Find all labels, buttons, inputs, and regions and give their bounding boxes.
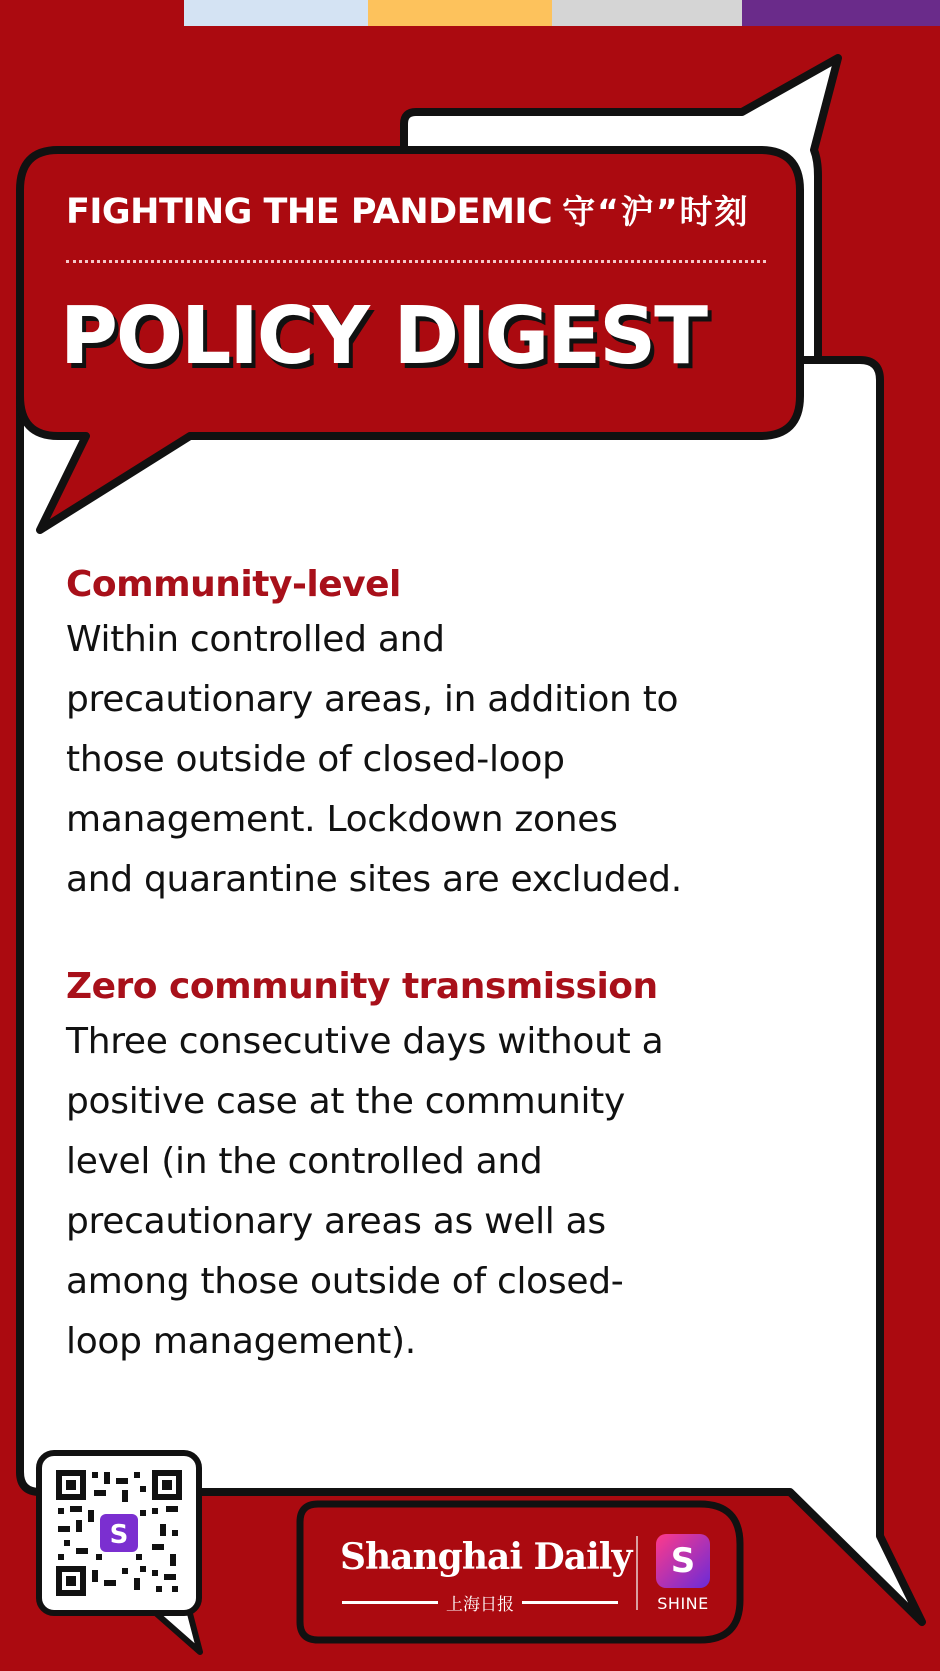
- brand-cn: 上海日报: [446, 1594, 514, 1615]
- shine-label: SHINE: [657, 1594, 709, 1613]
- brand-name: Shanghai Daily: [340, 1536, 632, 1578]
- section-title: Community-level: [66, 564, 401, 605]
- body-line: among those outside of closed-: [66, 1261, 624, 1302]
- body-line: loop management).: [66, 1321, 416, 1362]
- body-line: Three consecutive days without a: [66, 1021, 664, 1062]
- body-line: positive case at the community: [66, 1081, 626, 1122]
- body-line: precautionary areas as well as: [66, 1201, 606, 1242]
- brand-divider: [636, 1536, 638, 1610]
- body-line: those outside of closed-loop: [66, 739, 565, 780]
- kicker-cn: 守“沪”时刻: [562, 192, 750, 231]
- body-line: Within controlled and: [66, 619, 445, 660]
- qr-logo-glyph: S: [109, 1520, 129, 1550]
- brand-rule-left: [342, 1601, 438, 1604]
- kicker: [66, 186, 766, 233]
- qr-code-icon: [56, 1470, 182, 1596]
- section-body: [66, 610, 806, 910]
- section-title: Zero community transmission: [66, 966, 658, 1007]
- section-body: [66, 1012, 806, 1372]
- policy-content: [66, 560, 806, 1424]
- page-title: POLICY DIGEST: [60, 290, 707, 382]
- section-community-level: [66, 560, 806, 910]
- body-line: level (in the controlled and: [66, 1141, 543, 1182]
- shine-logo-icon: S: [656, 1534, 710, 1588]
- brand-subtitle: [342, 1590, 618, 1614]
- kicker-en: FIGHTING THE PANDEMIC: [66, 192, 553, 232]
- body-line: precautionary areas, in addition to: [66, 679, 679, 720]
- section-zero-transmission: [66, 962, 806, 1372]
- qr-code-card[interactable]: [36, 1450, 202, 1616]
- body-line: and quarantine sites are excluded.: [66, 859, 682, 900]
- body-line: management. Lockdown zones: [66, 799, 618, 840]
- brand-rule-right: [522, 1601, 618, 1604]
- dotted-divider: [66, 260, 766, 263]
